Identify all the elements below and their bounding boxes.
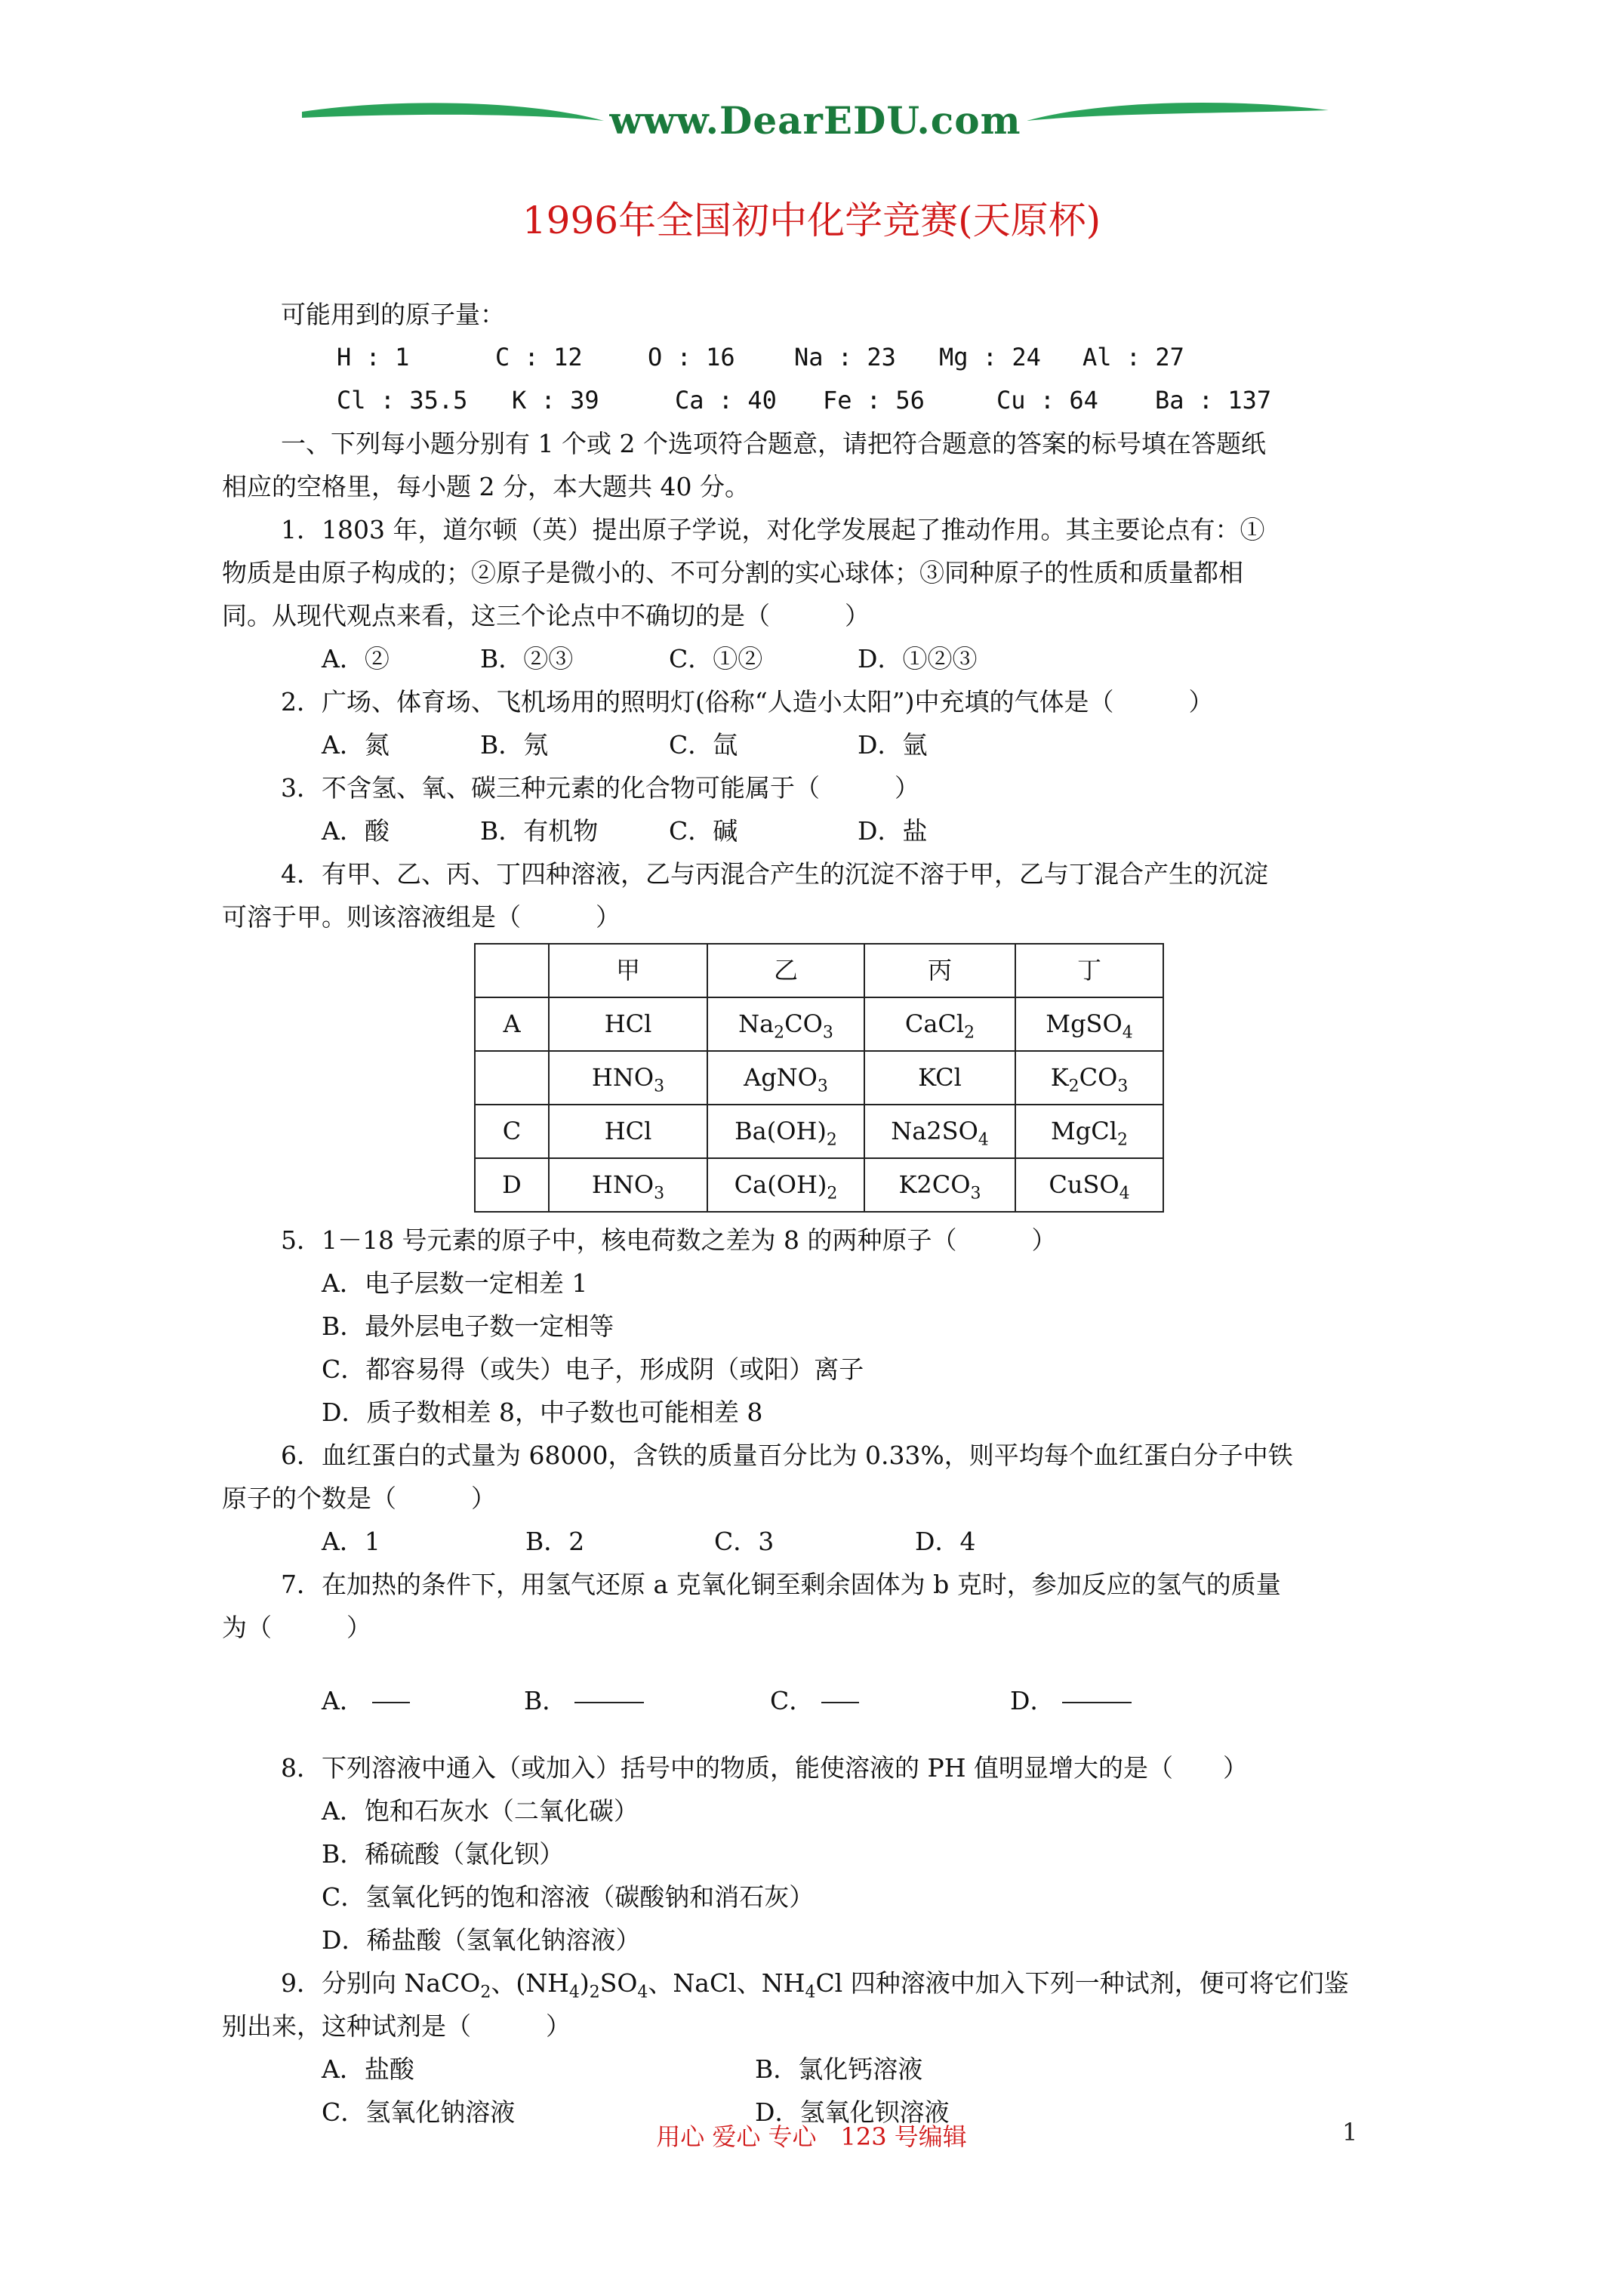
q7-option-a[interactable]: A． — [322, 1679, 524, 1722]
q1-text: 1．1803 年，道尔顿（英）提出原子学说，对化学发展起了推动作用。其主要论点有：① — [281, 515, 1265, 544]
cell-yi: $Ca(OH)_2$ — [707, 1158, 864, 1212]
q2-option-b[interactable]: B．氖 — [480, 730, 549, 760]
cell-bing: KCl — [864, 1051, 1015, 1105]
table-header-cell: 甲 — [549, 944, 707, 997]
q5-option-b[interactable]: B．最外层电子数一定相等 — [322, 1311, 614, 1341]
q4-solution-table — [474, 943, 1164, 1213]
cell-ding: MgSO$_4$ — [1015, 997, 1163, 1051]
cell-bing: $Na2SO_4$ — [864, 1105, 1015, 1158]
q6-options — [222, 1520, 1411, 1563]
cell-yi: AgNO$_3$ — [707, 1051, 864, 1105]
q5-option-a[interactable]: A．电子层数一定相差 1 — [322, 1268, 588, 1298]
atomic-mass-label: 可能用到的原子量： — [281, 300, 505, 329]
q7-option-d[interactable]: D． — [1010, 1679, 1132, 1722]
q5-option-d[interactable]: D．质子数相差 8，中子数也可能相差 8 — [322, 1398, 763, 1427]
row-label: A — [475, 997, 549, 1051]
q8-option-b[interactable]: B．稀硫酸（氯化钡） — [322, 1839, 565, 1869]
fraction-bar-icon — [821, 1702, 859, 1703]
q6-option-c[interactable]: C．3 — [714, 1527, 775, 1556]
q8-text: 8．下列溶液中通入（或加入）括号中的物质，能使溶液的 PH 值明显增大的是（ ） — [281, 1753, 1248, 1783]
table-row — [475, 1105, 1163, 1158]
q8-option-c[interactable]: C．氢氧化钙的饱和溶液（碳酸钠和消石灰） — [322, 1882, 815, 1912]
table-header-cell: 丁 — [1015, 944, 1163, 997]
q3-text: 3．不含氢、氧、碳三种元素的化合物可能属于（ ） — [281, 773, 919, 803]
row-label — [475, 1051, 549, 1105]
q3-option-a[interactable]: A．酸 — [322, 816, 390, 846]
q9-option-b[interactable]: B．氯化钙溶液 — [755, 2054, 923, 2084]
table-row — [475, 1051, 1163, 1105]
q2-option-d[interactable]: D．氩 — [858, 730, 928, 760]
cell-yi: $Na_2CO_3$ — [707, 997, 864, 1051]
q7-options — [222, 1679, 1411, 1722]
cell-ding: CuSO$_4$ — [1015, 1158, 1163, 1212]
q7-option-b[interactable]: B． — [524, 1679, 770, 1722]
q1-option-d[interactable]: D．①②③ — [858, 644, 978, 673]
atomic-mass-row-1: H : 1 C : 12 O : 16 Na : 23 Mg : 24 Al : 27 — [337, 343, 1184, 371]
cell-bing: CaCl$_2$ — [864, 997, 1015, 1051]
q3-options — [222, 809, 1411, 852]
q9-option-c[interactable]: C．氢氧化钠溶液 — [322, 2097, 516, 2127]
q6-option-b[interactable]: B．2 — [525, 1527, 585, 1556]
q6-text-cont: 原子的个数是（ ） — [222, 1484, 496, 1513]
q1-options — [222, 637, 1411, 680]
table-header-row — [475, 944, 1163, 997]
q9-options-row-1 — [222, 2048, 1411, 2091]
row-label: D — [475, 1158, 549, 1212]
q9-option-a[interactable]: A．盐酸 — [322, 2054, 414, 2084]
q8-option-d[interactable]: D．稀盐酸（氢氧化钠溶液） — [322, 1925, 641, 1955]
cell-jia: $HNO_3$ — [549, 1051, 707, 1105]
table-header-cell: 丙 — [864, 944, 1015, 997]
exam-content — [222, 293, 1411, 2134]
q5-text: 5．1－18 号元素的原子中，核电荷数之差为 8 的两种原子（ ） — [281, 1225, 1057, 1255]
q6-option-d[interactable]: D．4 — [915, 1527, 976, 1556]
q1-option-c[interactable]: C．①② — [669, 644, 763, 673]
cell-ding: $K_2CO_3$ — [1015, 1051, 1163, 1105]
footer-text: 用心 爱心 专心 123 号编辑 — [656, 2122, 967, 2151]
section-1-instructions: 一、下列每小题分别有 1 个或 2 个选项符合题意，请把符合题意的答案的标号填在答题纸 — [281, 429, 1266, 458]
q1-text-cont2: 同。从现代观点来看，这三个论点中不确切的是（ ） — [222, 601, 870, 630]
cell-ding: MgCl$_2$ — [1015, 1105, 1163, 1158]
q7-text: 7．在加热的条件下，用氢气还原 a 克氧化铜至剩余固体为 b 克时，参加反应的氢气的质量 — [281, 1570, 1281, 1599]
cell-yi: $Ba(OH)_2$ — [707, 1105, 864, 1158]
q2-option-a[interactable]: A．氮 — [322, 730, 390, 760]
site-logo[interactable]: www.DearEDU.com — [609, 98, 1021, 143]
document-title: 1996年全国初中化学竞赛(天原杯) — [522, 199, 1101, 242]
table-row — [475, 997, 1163, 1051]
section-1-instructions-cont: 相应的空格里，每小题 2 分，本大题共 40 分。 — [222, 472, 750, 501]
fraction-bar-icon — [574, 1702, 644, 1703]
cell-jia: $HNO_3$ — [549, 1158, 707, 1212]
q9-option-d[interactable]: D．氢氧化钡溶液 — [755, 2097, 950, 2127]
table-row — [475, 1158, 1163, 1212]
q2-option-c[interactable]: C．氙 — [669, 730, 738, 760]
page-number: 1 — [1342, 2118, 1358, 2147]
q3-option-c[interactable]: C．碱 — [669, 816, 738, 846]
table-header-cell — [475, 944, 549, 997]
q4-text-cont: 可溶于甲。则该溶液组是（ ） — [222, 902, 621, 932]
q2-text: 2．广场、体育场、飞机场用的照明灯(俗称“人造小太阳”)中充填的气体是（ ） — [281, 687, 1214, 717]
q4-text: 4．有甲、乙、丙、丁四种溶液，乙与丙混合产生的沉淀不溶于甲，乙与丁混合产生的沉淀 — [281, 859, 1268, 889]
q5-option-c[interactable]: C．都容易得（或失）电子，形成阴（或阳）离子 — [322, 1354, 864, 1384]
q7-option-c[interactable]: C． — [770, 1679, 1010, 1722]
q6-option-a[interactable]: A．1 — [322, 1527, 380, 1556]
fraction-bar-icon — [1062, 1702, 1132, 1703]
cell-bing: $K2CO_3$ — [864, 1158, 1015, 1212]
q3-option-b[interactable]: B．有机物 — [480, 816, 599, 846]
header-banner — [302, 91, 1329, 151]
table-header-cell: 乙 — [707, 944, 864, 997]
fraction-bar-icon — [372, 1702, 410, 1703]
atomic-mass-row-2: Cl : 35.5 K : 39 Ca : 40 Fe : 56 Cu : 64 Ba : 137 — [337, 386, 1272, 415]
q6-text: 6．血红蛋白的式量为 68000，含铁的质量百分比为 0.33%，则平均每个血红蛋白分子中铁 — [281, 1441, 1293, 1470]
q1-option-a[interactable]: A．② — [322, 644, 390, 673]
q9-text: 9．分别向 NaCO$_2$、$(NH_4)_2SO_4$、NaCl、$NH_4Cl$ 四种溶液中加入下列一种试剂，便可将它们鉴 — [281, 1968, 1349, 2002]
cell-jia: HCl — [549, 1105, 707, 1158]
q1-option-b[interactable]: B．②③ — [480, 644, 574, 673]
q8-option-a[interactable]: A．饱和石灰水（二氧化碳） — [322, 1796, 639, 1826]
q3-option-d[interactable]: D．盐 — [858, 816, 928, 846]
q1-text-cont: 物质是由原子构成的；②原子是微小的、不可分割的实心球体；③同种原子的性质和质量都相 — [222, 558, 1243, 587]
cell-jia: HCl — [549, 997, 707, 1051]
swoosh-right-icon — [1027, 91, 1329, 143]
q9-text-cont: 别出来，这种试剂是（ ） — [222, 2011, 571, 2041]
q7-text-cont: 为（ ） — [222, 1613, 371, 1642]
row-label: C — [475, 1105, 549, 1158]
q2-options — [222, 723, 1411, 766]
